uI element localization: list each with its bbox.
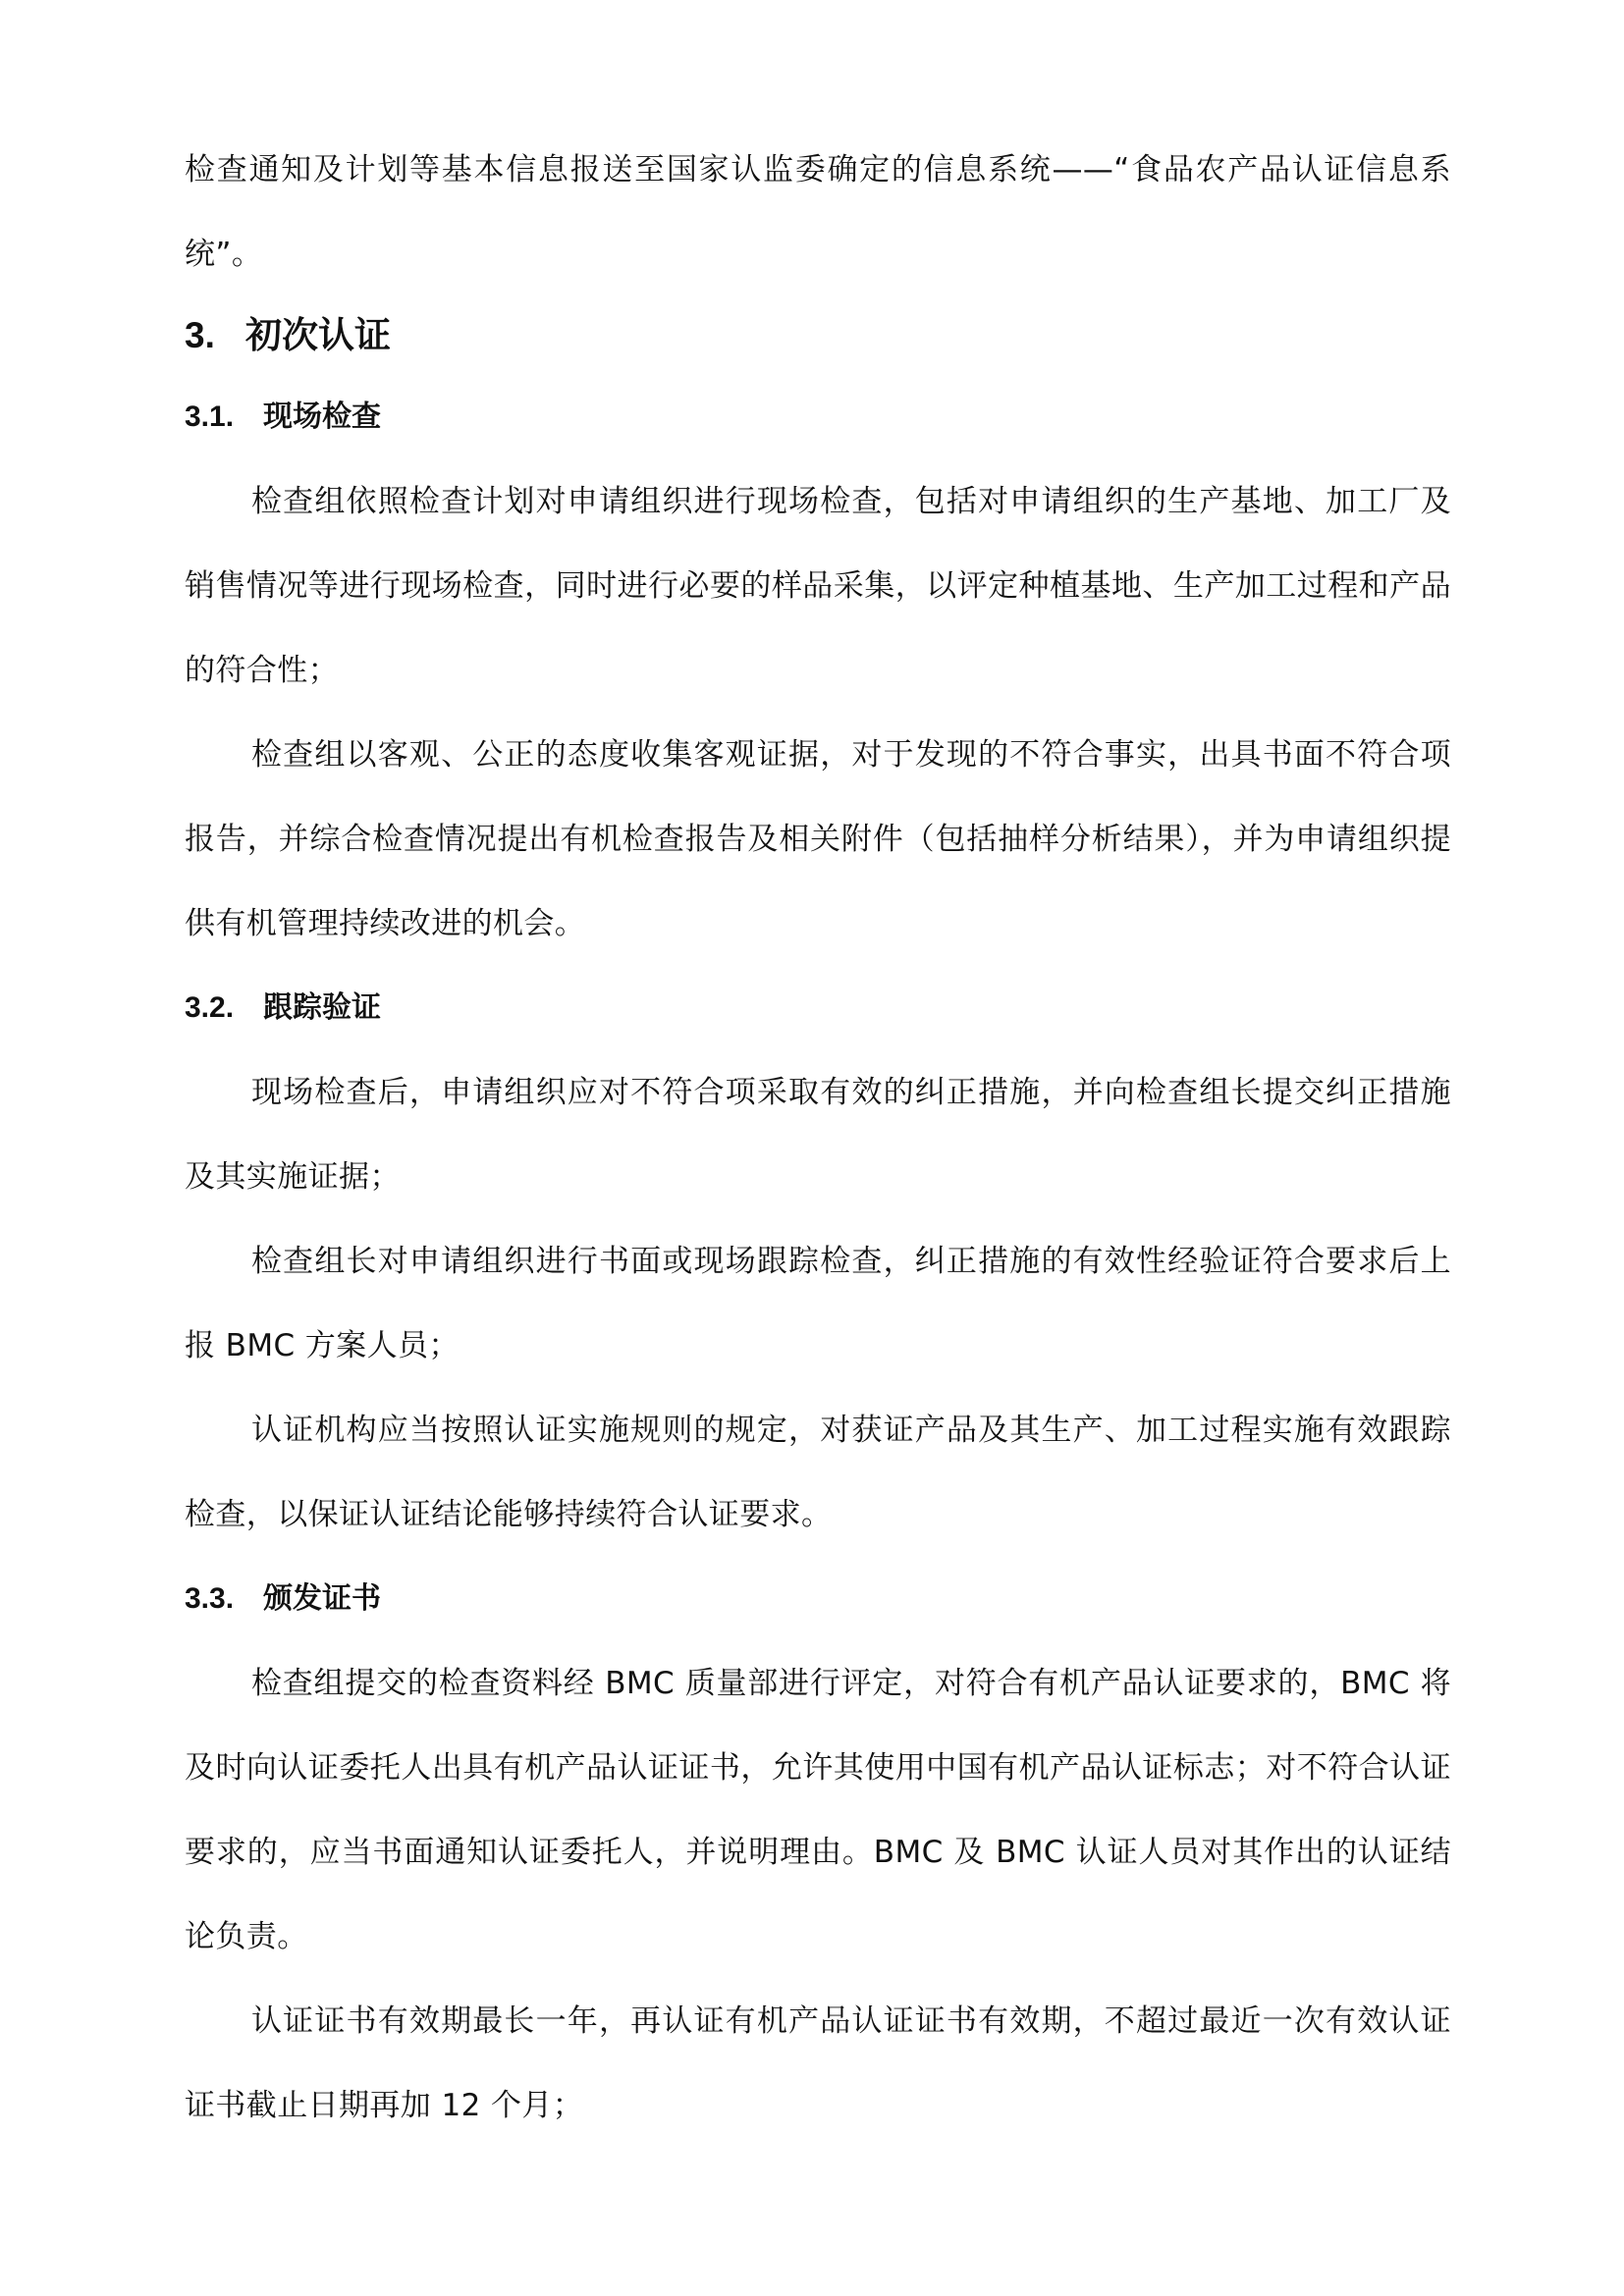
section-3-2-paragraph-2: 检查组长对申请组织进行书面或现场跟踪检查，纠正措施的有效性经验证符合要求后上报 BMC 方案人员；	[185, 1244, 1451, 1363]
section-3-1-number: 3.1.	[185, 400, 235, 433]
section-3-title: 初次认证	[245, 314, 391, 356]
section-3-2-heading	[185, 966, 1451, 1050]
section-3-3-heading	[185, 1557, 1451, 1641]
section-3-heading	[185, 296, 1451, 375]
section-3-2-paragraph-3: 认证机构应当按照认证实施规则的规定，对获证产品及其生产、加工过程实施有效跟踪检查，以保证认证结论能够持续符合认证要求。	[185, 1413, 1451, 1532]
section-3-1-paragraph-2: 检查组以客观、公正的态度收集客观证据，对于发现的不符合事实，出具书面不符合项报告，并综合检查情况提出有机检查报告及相关附件（包括抽样分析结果），并为申请组织提供有机管理持续改进的机会。	[185, 737, 1451, 941]
section-3-1-title: 现场检查	[263, 400, 381, 434]
document-page	[185, 128, 1451, 2148]
section-3-1-heading	[185, 375, 1451, 459]
section-3-3-paragraph-1: 检查组提交的检查资料经 BMC 质量部进行评定，对符合有机产品认证要求的，BMC 将及时向认证委托人出具有机产品认证证书，允许其使用中国有机产品认证标志；对不符合认证要求的，应当书面通知认证委托人，并说明理由。BMC 及 BMC 认证人员对其作出的认证结论负责。	[185, 1666, 1451, 1954]
section-3-3-paragraph-2: 认证证书有效期最长一年，再认证有机产品认证证书有效期，不超过最近一次有效认证证书截止日期再加 12 个月；	[185, 2003, 1451, 2123]
section-3-number: 3.	[185, 315, 215, 355]
section-3-2-title: 跟踪验证	[263, 990, 381, 1025]
section-3-2-number: 3.2.	[185, 991, 235, 1024]
section-3-3-title: 颁发证书	[263, 1581, 381, 1616]
section-3-1-paragraph-1: 检查组依照检查计划对申请组织进行现场检查，包括对申请组织的生产基地、加工厂及销售情况等进行现场检查，同时进行必要的样品采集，以评定种植基地、生产加工过程和产品的符合性；	[185, 484, 1451, 688]
section-3-2-paragraph-1: 现场检查后，申请组织应对不符合项采取有效的纠正措施，并向检查组长提交纠正措施及其实施证据；	[185, 1075, 1451, 1195]
section-3-3-number: 3.3.	[185, 1582, 235, 1615]
intro-paragraph: 检查通知及计划等基本信息报送至国家认监委确定的信息系统——“食品农产品认证信息系统”。	[185, 152, 1451, 272]
